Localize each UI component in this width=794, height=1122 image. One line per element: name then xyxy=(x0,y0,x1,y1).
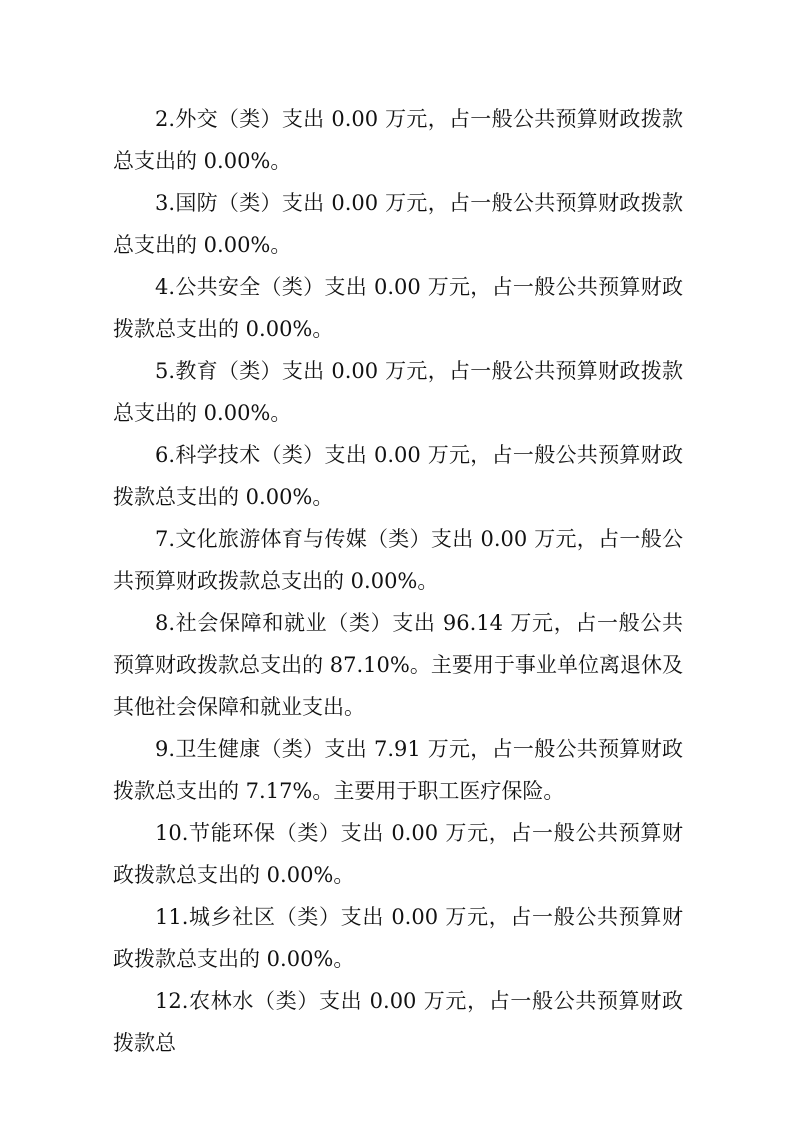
paragraph-energy-environment: 10.节能环保（类）支出 0.00 万元，占一般公共预算财政拨款总支出的 0.00%。 xyxy=(113,821,683,887)
paragraph-agriculture-forestry-water: 12.农林水（类）支出 0.00 万元，占一般公共预算财政拨款总 xyxy=(113,989,683,1055)
paragraph-health: 9.卫生健康（类）支出 7.91 万元，占一般公共预算财政拨款总支出的 7.17%。主要用于职工医疗保险。 xyxy=(113,737,683,803)
paragraph-urban-rural-community: 11.城乡社区（类）支出 0.00 万元，占一般公共预算财政拨款总支出的 0.00%。 xyxy=(113,905,683,971)
paragraph-culture-tourism-sports-media: 7.文化旅游体育与传媒（类）支出 0.00 万元，占一般公共预算财政拨款总支出的 0.00%。 xyxy=(113,527,683,593)
paragraph-science-technology: 6.科学技术（类）支出 0.00 万元，占一般公共预算财政拨款总支出的 0.00%。 xyxy=(113,443,683,509)
document-page xyxy=(113,98,683,1064)
paragraph-social-security-employment: 8.社会保障和就业（类）支出 96.14 万元，占一般公共预算财政拨款总支出的 87.10%。主要用于事业单位离退休及其他社会保障和就业支出。 xyxy=(113,611,683,719)
paragraph-defense: 3.国防（类）支出 0.00 万元，占一般公共预算财政拨款总支出的 0.00%。 xyxy=(113,191,683,257)
paragraph-diplomacy: 2.外交（类）支出 0.00 万元，占一般公共预算财政拨款总支出的 0.00%。 xyxy=(113,107,683,173)
paragraph-public-security: 4.公共安全（类）支出 0.00 万元，占一般公共预算财政拨款总支出的 0.00%。 xyxy=(113,275,683,341)
paragraph-education: 5.教育（类）支出 0.00 万元，占一般公共预算财政拨款总支出的 0.00%。 xyxy=(113,359,683,425)
